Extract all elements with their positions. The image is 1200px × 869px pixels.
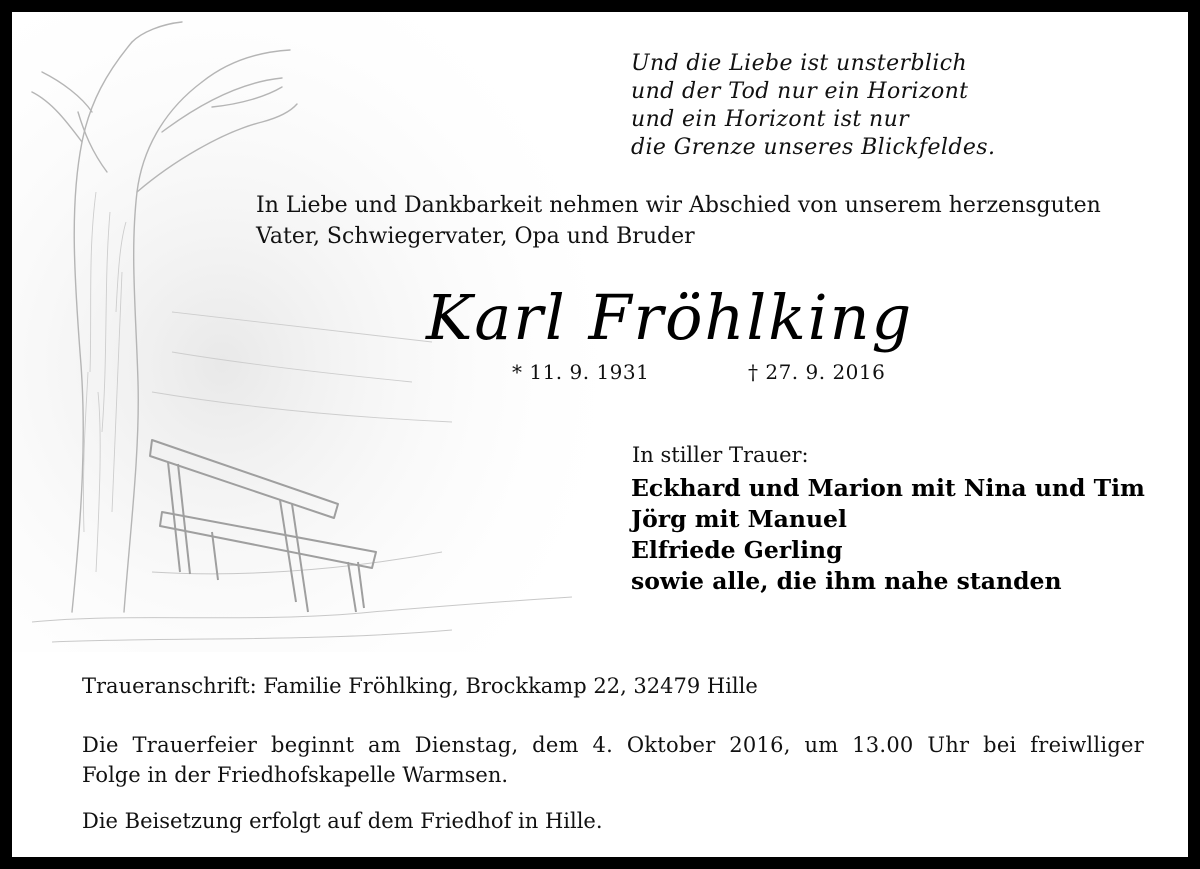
funeral-service-notice: [82, 730, 1144, 790]
funeral-line: Folge in der Friedhofskapelle Warmsen.: [82, 763, 509, 787]
mourners-list: [631, 473, 1145, 597]
mourning-address: Traueranschrift: Familie Fröhlking, Brockkamp 22, 32479 Hille: [82, 674, 758, 698]
mourning-label: In stiller Trauer:: [632, 443, 809, 467]
funeral-line: Die Trauerfeier beginnt am Dienstag, dem 4. Oktober 2016, um 13.00 Uhr bei freiwlliger: [82, 733, 1144, 757]
death-date: † 27. 9. 2016: [748, 360, 886, 384]
deceased-name: Karl Fröhlking: [426, 281, 914, 354]
poem-line: und ein Horizont ist nur: [631, 107, 910, 132]
burial-notice: Die Beisetzung erfolgt auf dem Friedhof in Hille.: [82, 809, 603, 833]
poem-line: die Grenze unseres Blickfeldes.: [631, 135, 996, 160]
birth-date: * 11. 9. 1931: [512, 360, 650, 384]
poem-line: Und die Liebe ist unsterblich: [631, 51, 968, 76]
farewell-intro: [256, 190, 1156, 252]
mourner-entry: Elfriede Gerling: [631, 536, 843, 564]
intro-line: In Liebe und Dankbarkeit nehmen wir Abschied von unserem herzensguten: [256, 193, 1101, 218]
intro-line: Vater, Schwiegervater, Opa und Bruder: [256, 224, 695, 249]
mourner-entry: Eckhard und Marion mit Nina und Tim: [631, 474, 1145, 502]
poem-verse: [631, 50, 995, 162]
mourner-entry: sowie alle, die ihm nahe standen: [631, 567, 1062, 595]
poem-line: und der Tod nur ein Horizont: [631, 79, 969, 104]
mourner-entry: Jörg mit Manuel: [631, 505, 847, 533]
